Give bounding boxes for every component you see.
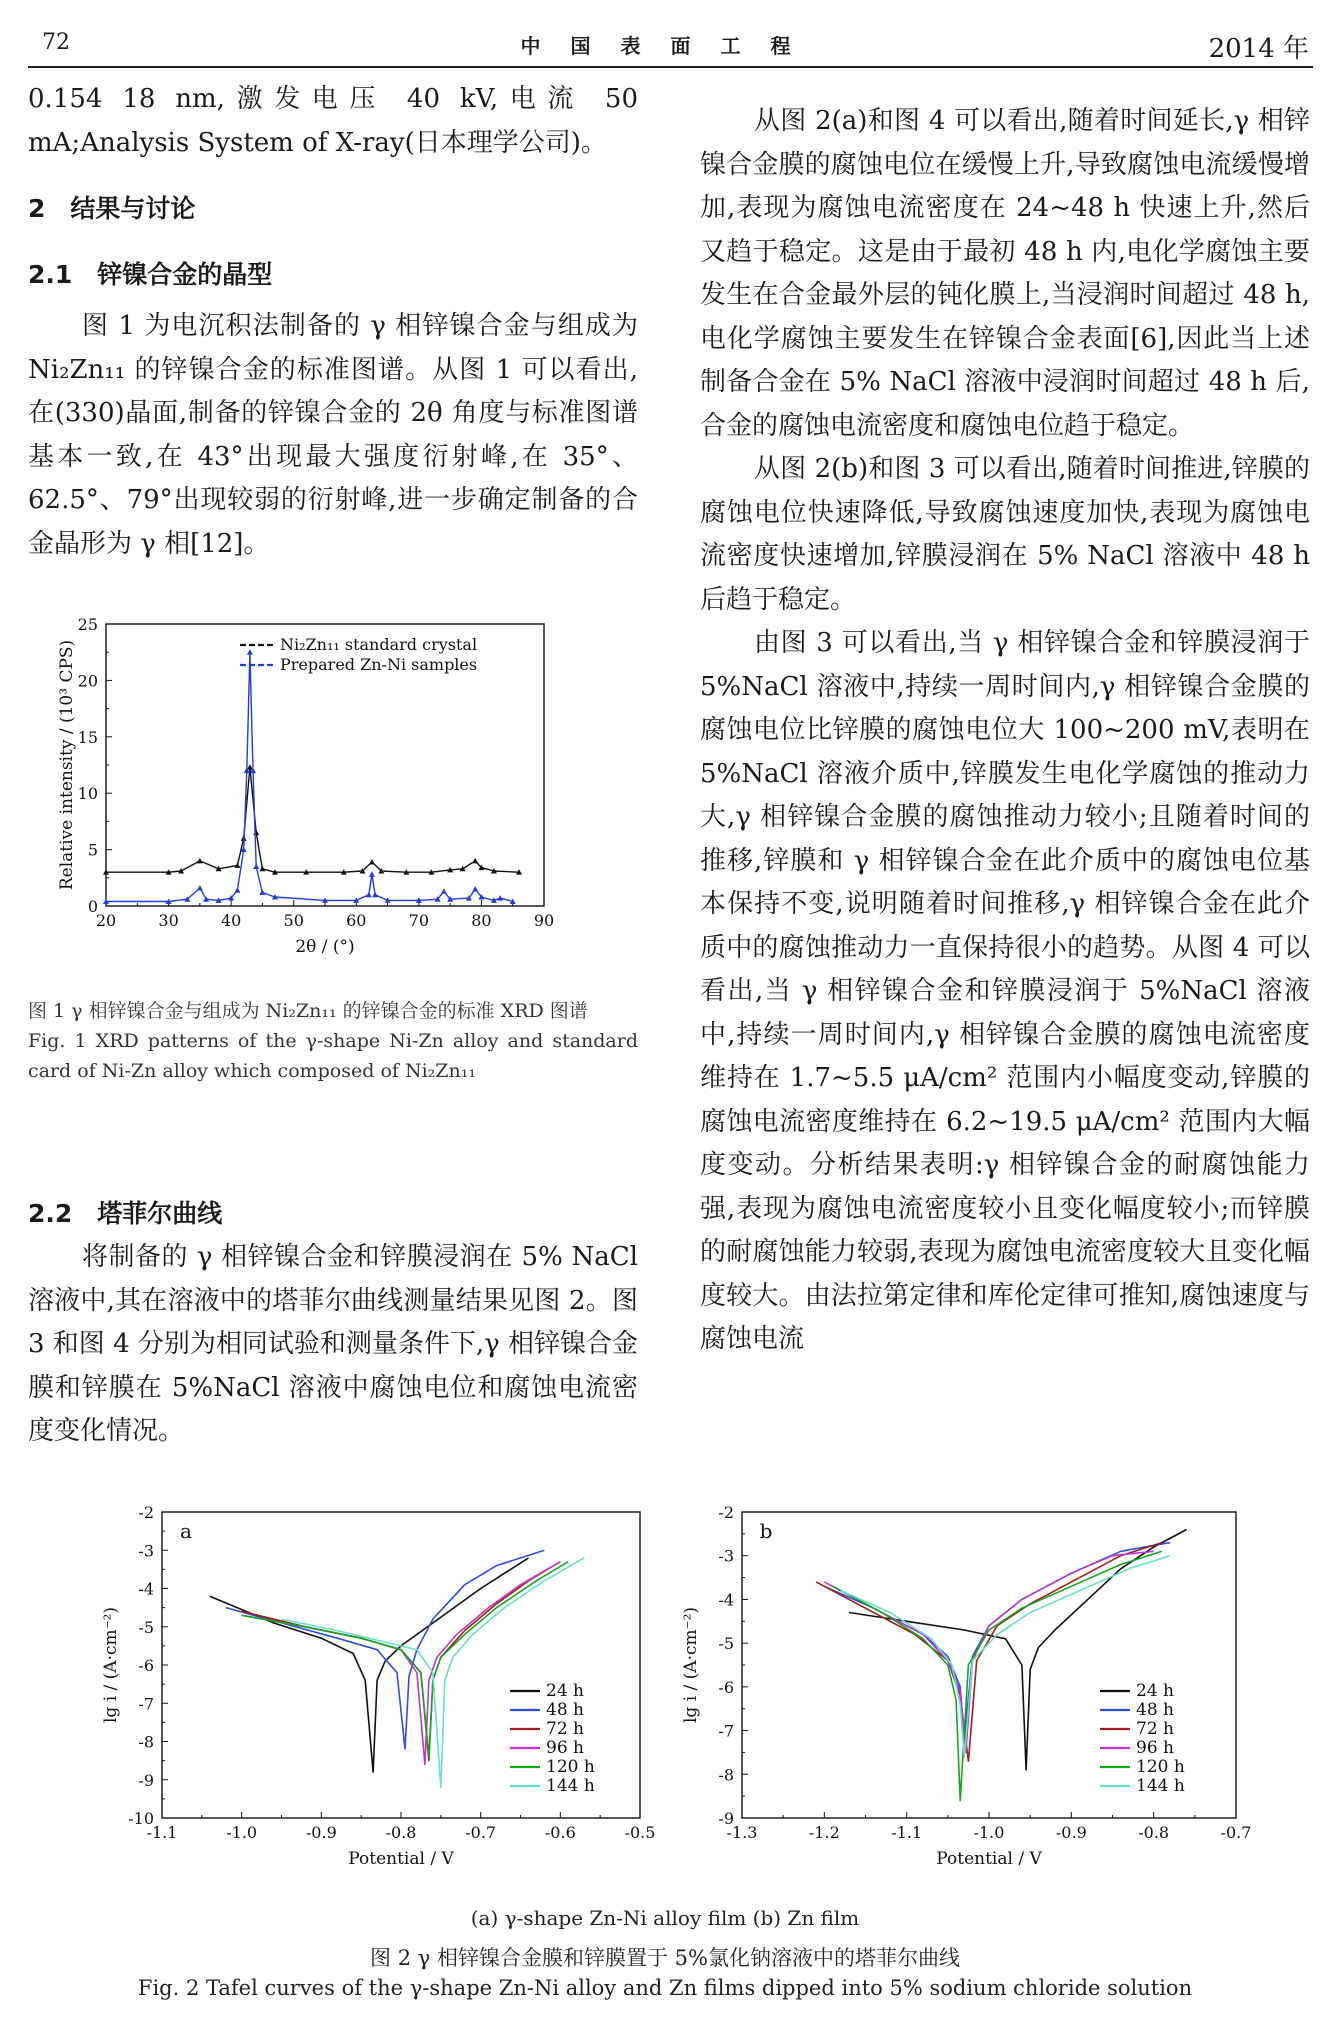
x-tick-label: 70 (408, 911, 430, 930)
series-point (247, 649, 253, 655)
figure-1-xrd-chart (57, 612, 600, 957)
legend-label: 144 h (1136, 1776, 1185, 1796)
series-point (253, 864, 259, 870)
series-point (369, 871, 375, 877)
x-tick-label: -1.0 (226, 1823, 258, 1842)
panel-label: b (759, 1519, 773, 1543)
figure-2-caption-en: Fig. 2 Tafel curves of the γ-shape Zn-Ni alloy and Zn films dipped into 5% sodium chloride solution (137, 1976, 1193, 2000)
x-tick-label: -1.3 (726, 1823, 758, 1842)
series-point (197, 858, 203, 864)
legend-label: 24 h (1136, 1681, 1174, 1701)
series-line-2 (242, 1562, 561, 1761)
y-tick-label: 25 (77, 615, 98, 634)
y-tick-label: -8 (138, 1732, 154, 1752)
series-point (441, 888, 447, 894)
y-tick-label: 10 (77, 784, 98, 804)
legend-label: 72 h (546, 1719, 584, 1739)
y-tick-label: -3 (138, 1541, 154, 1561)
series-point (472, 858, 478, 864)
right-column (700, 100, 1310, 1362)
series-line-3 (824, 1551, 1153, 1752)
y-tick-label: -9 (718, 1809, 734, 1828)
x-tick-label: -0.7 (1220, 1823, 1252, 1842)
x-tick-label: 80 (471, 911, 492, 930)
y-tick-label: -7 (138, 1694, 154, 1714)
x-tick-label: 90 (533, 911, 555, 930)
series-point (497, 895, 503, 901)
series-line-5 (841, 1556, 1170, 1757)
series-line-1 (226, 1550, 545, 1749)
y-tick-label: -9 (138, 1770, 154, 1790)
x-tick-label: -0.5 (624, 1823, 656, 1842)
right-paragraph-1: 从图 2(a)和图 4 可以看出,随着时间延长,γ 相锌镍合金膜的腐蚀电位在缓慢上升,导致腐蚀电流缓慢增加,表现为腐蚀电流密度在 24~48 h 快速上升,然后又趋于稳定。这是由于最初 48 h 内,电化学腐蚀主要发生在合金最外层的钝化膜上,当浸润时间超过 48 h,电化学腐蚀主要发生在锌镍合金表面[6],因此当上述制备合金在 5% NaCl 溶液中浸润时间超过 48 h 后,合金的腐蚀电流密度和腐蚀电位趋于稳定。 (700, 106, 1310, 441)
x-tick-label: -0.9 (1055, 1823, 1087, 1842)
legend-label: 72 h (1136, 1719, 1174, 1739)
figure-1-caption-en: Fig. 1 XRD patterns of the γ-shape Ni-Zn alloy and standard card of Ni-Zn alloy which composed of Ni₂Zn₁₁ (28, 1030, 638, 1082)
y-tick-label: -3 (718, 1546, 734, 1566)
legend-label: 144 h (546, 1776, 595, 1796)
y-axis-label: lg i / (A·cm⁻²) (101, 1606, 121, 1724)
x-axis-label: Potential / V (936, 1849, 1042, 1869)
y-tick-label: -8 (718, 1765, 734, 1785)
y-tick-label: -10 (128, 1809, 154, 1828)
series-point (369, 859, 375, 865)
legend-label: 120 h (1136, 1757, 1185, 1777)
y-tick-label: -4 (718, 1590, 734, 1610)
legend-label: 96 h (1136, 1738, 1174, 1758)
series-point (259, 866, 265, 872)
y-tick-label: -6 (718, 1677, 734, 1697)
legend-label: 120 h (546, 1757, 595, 1777)
figure-1-caption-cn: 图 1 γ 相锌镍合金与组成为 Ni₂Zn₁₁ 的锌镍合金的标准 XRD 图谱 (28, 1000, 588, 1022)
section-2-1-heading: 2.1 锌镍合金的晶型 (28, 260, 273, 289)
section-2-heading: 2 结果与讨论 (28, 194, 196, 223)
x-axis-label: Potential / V (348, 1849, 454, 1869)
y-tick-label: 5 (87, 840, 98, 860)
y-tick-label: -2 (138, 1503, 154, 1522)
series-point (247, 764, 253, 770)
page-number: 72 (42, 30, 70, 55)
x-tick-label: 20 (95, 911, 117, 930)
x-tick-label: 50 (283, 911, 304, 930)
legend-label: Prepared Zn-Ni samples (280, 655, 478, 674)
legend-label: Ni₂Zn₁₁ standard crystal (280, 635, 478, 654)
issue-year: 2014 年 (1208, 34, 1309, 64)
left-column-lower (28, 1192, 638, 1454)
section-2-1-paragraph: 图 1 为电沉积法制备的 γ 相锌镍合金与组成为 Ni₂Zn₁₁ 的锌镍合金的标准图谱。从图 1 可以看出,在(330)晶面,制备的锌镍合金的 2θ 角度与标准图谱基本一致,在 43°出现最大强度衍射峰,在 35°、62.5°、79°出现较弱的衍射峰,进一步确定制备的合金晶形为 γ 相[12]。 (28, 311, 638, 559)
figure-2a-tafel-chart (100, 1500, 660, 1885)
legend-label: 48 h (546, 1700, 584, 1720)
x-tick-label: 60 (346, 911, 367, 930)
x-tick-label: -0.8 (1138, 1823, 1170, 1842)
right-paragraph-3: 由图 3 可以看出,当 γ 相锌镍合金和锌膜浸润于 5%NaCl 溶液中,持续一周时间内,γ 相锌镍合金膜的腐蚀电位比锌膜的腐蚀电位大 100~200 mV,表明在 5%NaCl 溶液介质中,锌膜发生电化学腐蚀的推动力大,γ 相锌镍合金膜的腐蚀推动力较小;且随着时间的推移,锌膜和 γ 相锌镍合金在此介质中的腐蚀电位基本保持不变,说明随着时间推移,γ 相锌镍合金在此介质中的腐蚀推动力一直保持很小的趋势。从图 4 可以看出,当 γ 相锌镍合金和锌膜浸润于 5%NaCl 溶液中,持续一周时间内,γ 相锌镍合金膜的腐蚀电流密度维持在 1.7~5.5 μA/cm² 范围内小幅度变动,锌膜的腐蚀电流密度维持在 6.2~19.5 μA/cm² 范围内大幅度变动。分析结果表明:γ 相锌镍合金的耐腐蚀能力强,表现为腐蚀电流密度较小且变化幅度较小;而锌膜的耐腐蚀能力较弱,表现为腐蚀电流密度较大且变化幅度较大。由法拉第定律和库伦定律可推知,腐蚀速度与腐蚀电流 (700, 628, 1310, 1354)
y-tick-label: -6 (138, 1656, 154, 1675)
figure-1-caption (28, 996, 638, 1086)
series-point (472, 886, 478, 892)
section-2-2-heading: 2.2 塔菲尔曲线 (28, 1199, 223, 1228)
x-tick-label: -1.1 (891, 1823, 923, 1842)
series-line-5 (282, 1558, 585, 1788)
intro-text: 0.154 18 nm,激发电压 40 kV,电流 50 mA;Analysis System of X-ray(日本理学公司)。 (28, 84, 638, 158)
series-line-0 (210, 1558, 529, 1772)
left-column (28, 78, 638, 566)
y-tick-label: -5 (138, 1617, 154, 1637)
series-line-4 (833, 1551, 1162, 1800)
series-line-0 (106, 767, 519, 872)
legend-label: 96 h (546, 1738, 584, 1758)
x-tick-label: -1.0 (973, 1823, 1005, 1842)
series-point (259, 889, 265, 895)
series-point (197, 885, 203, 891)
page-header (28, 22, 1313, 68)
y-tick-label: 15 (77, 727, 98, 747)
series-line-4 (242, 1562, 569, 1757)
panel-label: a (180, 1519, 192, 1543)
x-tick-label: -0.6 (544, 1823, 576, 1842)
legend-label: 48 h (1136, 1700, 1174, 1720)
x-tick-label: -1.2 (808, 1823, 840, 1842)
legend-label: 24 h (546, 1681, 584, 1701)
series-point (253, 830, 259, 836)
right-paragraph-2: 从图 2(b)和图 3 可以看出,随着时间推进,锌膜的腐蚀电位快速降低,导致腐蚀速度加快,表现为腐蚀电流密度快速增加,锌膜浸润在 5% NaCl 溶液中 48 h 后趋于稳定。 (700, 454, 1310, 615)
y-axis-label: Relative intensity / (10³ CPS) (57, 639, 77, 891)
figure-2b-tafel-chart (680, 1500, 1260, 1885)
section-2-2-paragraph: 将制备的 γ 相锌镍合金和锌膜浸润在 5% NaCl 溶液中,其在溶液中的塔菲尔曲线测量结果见图 2。图 3 和图 4 分别为相同试验和测量条件下,γ 相锌镍合金膜和锌膜在 5%NaCl 溶液中腐蚀电位和腐蚀电流密度变化情况。 (28, 1242, 638, 1446)
series-point (372, 892, 378, 898)
y-tick-label: -7 (718, 1721, 734, 1741)
y-tick-label: 20 (77, 671, 98, 691)
y-tick-label: -2 (718, 1503, 734, 1522)
figure-2-subcaption: (a) γ-shape Zn-Ni alloy film (b) Zn film (470, 1906, 860, 1930)
journal-title: 中国表面工程 (520, 34, 821, 58)
x-tick-label: -0.9 (305, 1823, 337, 1842)
x-axis-label: 2θ / (°) (295, 937, 355, 957)
x-tick-label: -0.7 (465, 1823, 497, 1842)
y-tick-label: -5 (718, 1634, 734, 1654)
series-line-1 (106, 652, 513, 901)
y-tick-label: -4 (138, 1579, 154, 1599)
figure-2-caption-cn: 图 2 γ 相锌镍合金膜和锌膜置于 5%氯化钠溶液中的塔菲尔曲线 (370, 1946, 960, 1970)
y-axis-label: lg i / (A·cm⁻²) (681, 1606, 701, 1724)
x-tick-label: 30 (158, 911, 179, 930)
x-tick-label: 40 (220, 911, 242, 930)
series-point (366, 892, 372, 898)
x-tick-label: -0.8 (385, 1823, 417, 1842)
x-tick-label: -1.1 (146, 1823, 178, 1842)
series-point (234, 887, 240, 893)
y-tick-label: 0 (87, 897, 98, 916)
